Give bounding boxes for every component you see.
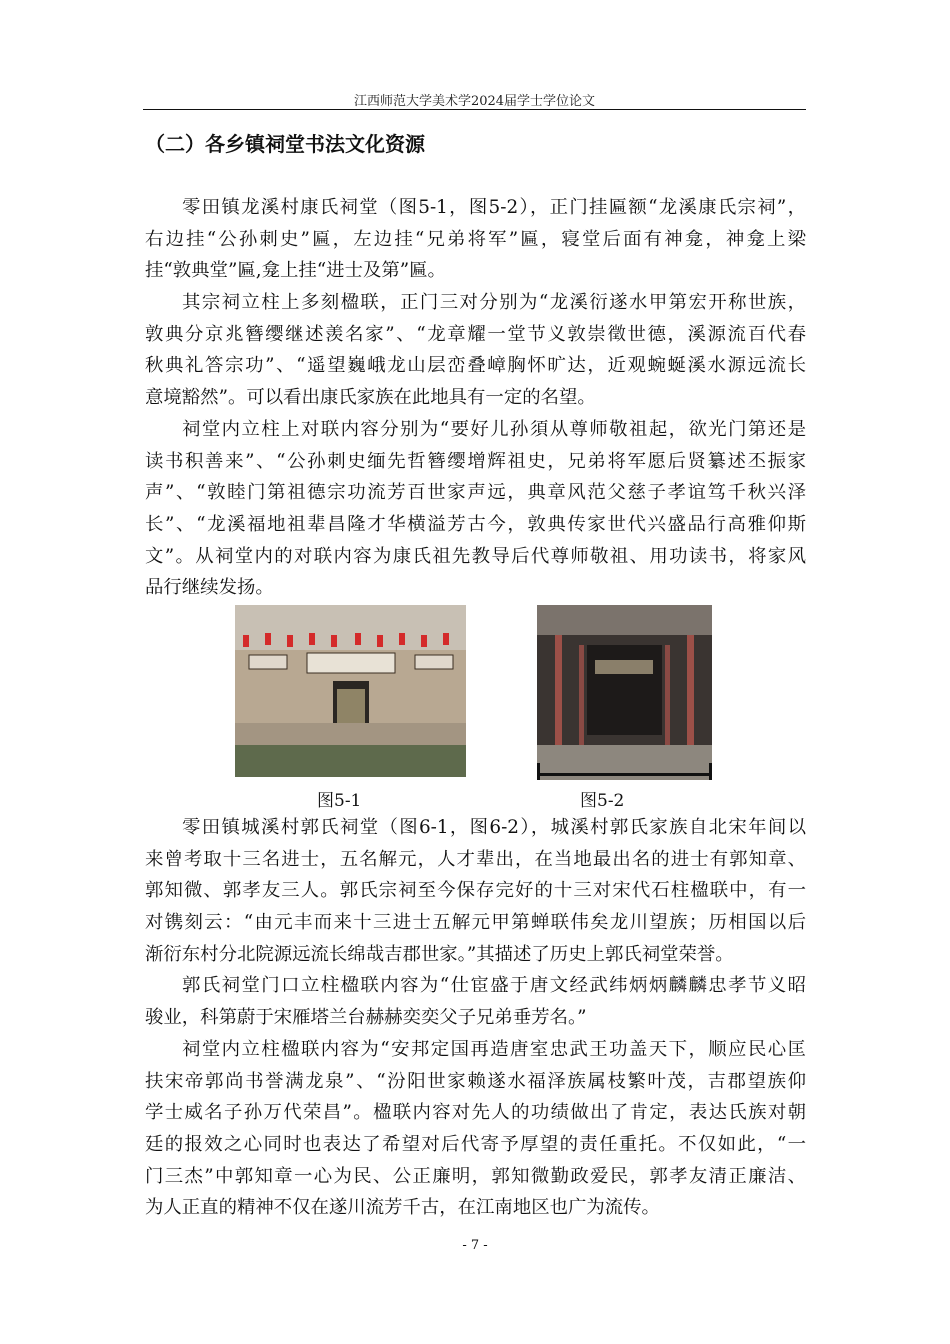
paragraph-line: 扶宋帝郭尚书誉满龙泉”、“汾阳世家赖遂水福泽族属枝繁叶茂，吉郡望族仰: [145, 1070, 806, 1092]
paragraph-line: 敦典分京兆簪缨继述羡名家”、“龙章耀一堂节义敦崇徵世德，溪源流百代春: [145, 323, 806, 345]
section-heading: （二）各乡镇祠堂书法文化资源: [145, 132, 425, 156]
paragraph-line: 声”、“敦睦门第祖德宗功流芳百世家声远，典章风范父慈子孝谊笃千秋兴泽: [145, 482, 806, 504]
figure-5-1-photo: [235, 605, 466, 777]
paragraph-line: 门三杰”中郭知章一心为民、公正廉明，郭知微勤政爱民，郭孝友清正廉洁、: [145, 1165, 806, 1187]
body-text-before-figures: [145, 192, 806, 604]
paragraph-line: 长”、“龙溪福地祖辈昌隆才华横溢芳古今，敦典传家世代兴盛品行高雅仰斯: [145, 513, 806, 535]
header-rule: [143, 109, 806, 110]
paragraph-line: 郭氏祠堂门口立柱楹联内容为“仕宦盛于唐文经武纬炳炳麟麟忠孝节义昭: [182, 975, 806, 997]
paragraph-line: 读书积善来”、“公孙刺史缅先哲簪缨增辉祖史，兄弟将军愿后贤纂述丕振家: [145, 450, 806, 472]
figure-5-1-caption: 图5-1: [317, 791, 362, 811]
paragraph-line: 右边挂“公孙刺史”匾，左边挂“兄弟将军”匾，寝堂后面有神龛，神龛上梁: [145, 228, 806, 250]
paragraph-line: 祠堂内立柱楹联内容为“安邦定国再造唐室忠武王功盖天下，顺应民心匡: [182, 1038, 806, 1060]
running-header: 江西师范大学美术学2024届学士学位论文: [353, 94, 596, 109]
paragraph-line: 秋典礼答宗功”、“遥望巍峨龙山层峦叠嶂胸怀旷达，近观蜿蜒溪水源远流长: [145, 355, 806, 377]
paragraph-line: 郭知微、郭孝友三人。郭氏宗祠至今保存完好的十三对宋代石柱楹联中，有一: [145, 880, 806, 902]
paragraph-line: 意境豁然”。可以看出康氏家族在此地具有一定的名望。: [145, 387, 596, 409]
page-number: - 7 -: [462, 1238, 488, 1253]
paragraph-line: 挂“敦典堂”匾,龛上挂“进士及第”匾。: [145, 260, 446, 282]
paragraph-line: 渐衍东村分北院源远流长绵哉吉郡世家。”其描述了历史上郭氏祠堂荣誉。: [145, 943, 734, 965]
paragraph-line: 对镌刻云：“由元丰而来十三进士五解元甲第蝉联伟矣龙川望族；历相国以后: [145, 912, 806, 934]
paragraph-line: 祠堂内立柱上对联内容分别为“要好儿孙須从尊师敬祖起，欲光门第还是: [182, 418, 806, 440]
paragraph-line: 零田镇城溪村郭氏祠堂（图6-1，图6-2），城溪村郭氏家族自北宋年间以: [182, 817, 806, 838]
paragraph-line: 学士威名子孙万代荣昌”。楹联内容对先人的功绩做出了肯定，表达氏族对朝: [145, 1102, 806, 1124]
figure-5-2-caption: 图5-2: [580, 791, 625, 811]
paragraph-line: 骏业，科第蔚于宋雁塔兰台赫赫奕奕父子兄弟垂芳名。”: [145, 1007, 587, 1029]
body-text-after-figures: [145, 812, 806, 1224]
figure-5-2-photo: [537, 605, 712, 780]
paragraph-line: 来曾考取十三名进士，五名解元，人才辈出，在当地最出名的进士有郭知章、: [145, 848, 806, 870]
paragraph-line: 文”。从祠堂内的对联内容为康氏祖先教导后代尊师敬祖、用功读书，将家风: [145, 545, 806, 567]
paragraph-line: 品行继续发扬。: [145, 577, 274, 599]
paragraph-line: 廷的报效之心同时也表达了希望对后代寄予厚望的责任重托。不仅如此，“一: [145, 1133, 806, 1155]
paragraph-line: 零田镇龙溪村康氏祠堂（图5-1，图5-2），正门挂匾额“龙溪康氏宗祠”，: [182, 197, 806, 218]
paragraph-line: 为人正直的精神不仅在遂川流芳千古，在江南地区也广为流传。: [145, 1197, 660, 1219]
paragraph-line: 其宗祠立柱上多刻楹联，正门三对分别为“龙溪衍遂水甲第宏开称世族，: [182, 292, 806, 314]
